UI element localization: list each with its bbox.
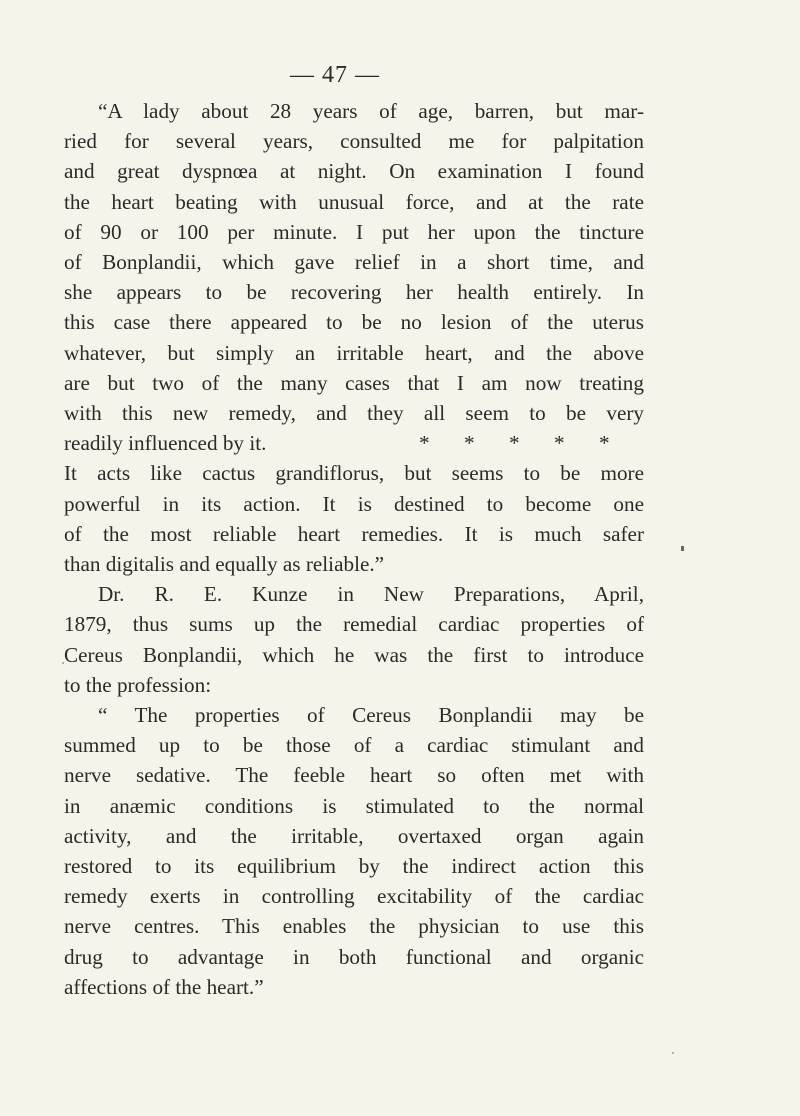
text-line: powerful in its action. It is destined to become one	[64, 491, 644, 516]
text-line: nerve centres. This enables the physician to use this	[64, 914, 644, 939]
text-line: than digitalis and equally as reliable.”	[64, 552, 385, 577]
quote-paragraph-1	[64, 96, 644, 579]
body-text	[64, 96, 644, 1002]
page-number: — 47 —	[290, 62, 380, 88]
text-line: “ The properties of Cereus Bonplandii may be	[98, 703, 644, 728]
margin-mark	[681, 546, 684, 551]
text-line: activity, and the irritable, overtaxed organ again	[64, 823, 644, 848]
text-line: remedy exerts in controlling excitability of the cardiac	[64, 884, 644, 909]
text-line: restored to its equilibrium by the indirect action this	[64, 854, 644, 879]
text-line: “A lady about 28 years of age, barren, but mar-	[98, 99, 644, 123]
text-line: Cereus Bonplandii, which he was the first to introduce	[64, 642, 644, 667]
paragraph-2	[64, 579, 644, 700]
text-line: this case there appeared to be no lesion of the uterus	[64, 310, 644, 335]
text-line: nerve sedative. The feeble heart so often met with	[64, 763, 644, 788]
text-line: with this new remedy, and they all seem to be very	[64, 401, 644, 426]
asterisk: *	[419, 431, 430, 456]
text-line: drug to advantage in both functional and organic	[64, 944, 644, 969]
paper-speck	[672, 1052, 674, 1054]
paper-speck	[62, 662, 64, 664]
asterisk: *	[554, 431, 565, 456]
text-line: and great dyspnœa at night. On examination I found	[64, 159, 644, 184]
text-line: in anæmic conditions is stimulated to the normal	[64, 793, 644, 818]
text-line: the heart beating with unusual force, and at the rate	[64, 189, 644, 214]
text-line-fragment: readily influenced by it.	[64, 431, 267, 456]
text-line: of Bonplandii, which gave relief in a short time, and	[64, 250, 644, 275]
text-line: are but two of the many cases that I am now treating	[64, 370, 644, 395]
text-line: It acts like cactus grandiflorus, but seems to be more	[64, 461, 644, 486]
asterisk: *	[464, 431, 475, 456]
text-line: whatever, but simply an irritable heart, and the above	[64, 340, 644, 365]
text-line: to the profession:	[64, 672, 212, 697]
text-line: ried for several years, consulted me for palpitation	[64, 129, 644, 154]
ellipsis-asterisks	[419, 428, 644, 458]
text-line: of 90 or 100 per minute. I put her upon the tincture	[64, 219, 644, 244]
text-line: affections of the heart.”	[64, 974, 264, 999]
quote-paragraph-3	[64, 700, 644, 1002]
asterisk: *	[599, 431, 610, 456]
text-line: Dr. R. E. Kunze in New Preparations, April,	[98, 582, 644, 607]
text-line: she appears to be recovering her health entirely. In	[64, 280, 644, 305]
text-line: of the most reliable heart remedies. It is much safer	[64, 521, 644, 546]
text-line: 1879, thus sums up the remedial cardiac properties of	[64, 612, 644, 637]
asterisk: *	[509, 431, 520, 456]
text-line: summed up to be those of a cardiac stimulant and	[64, 733, 644, 758]
text-line-with-asterisks	[64, 428, 644, 458]
